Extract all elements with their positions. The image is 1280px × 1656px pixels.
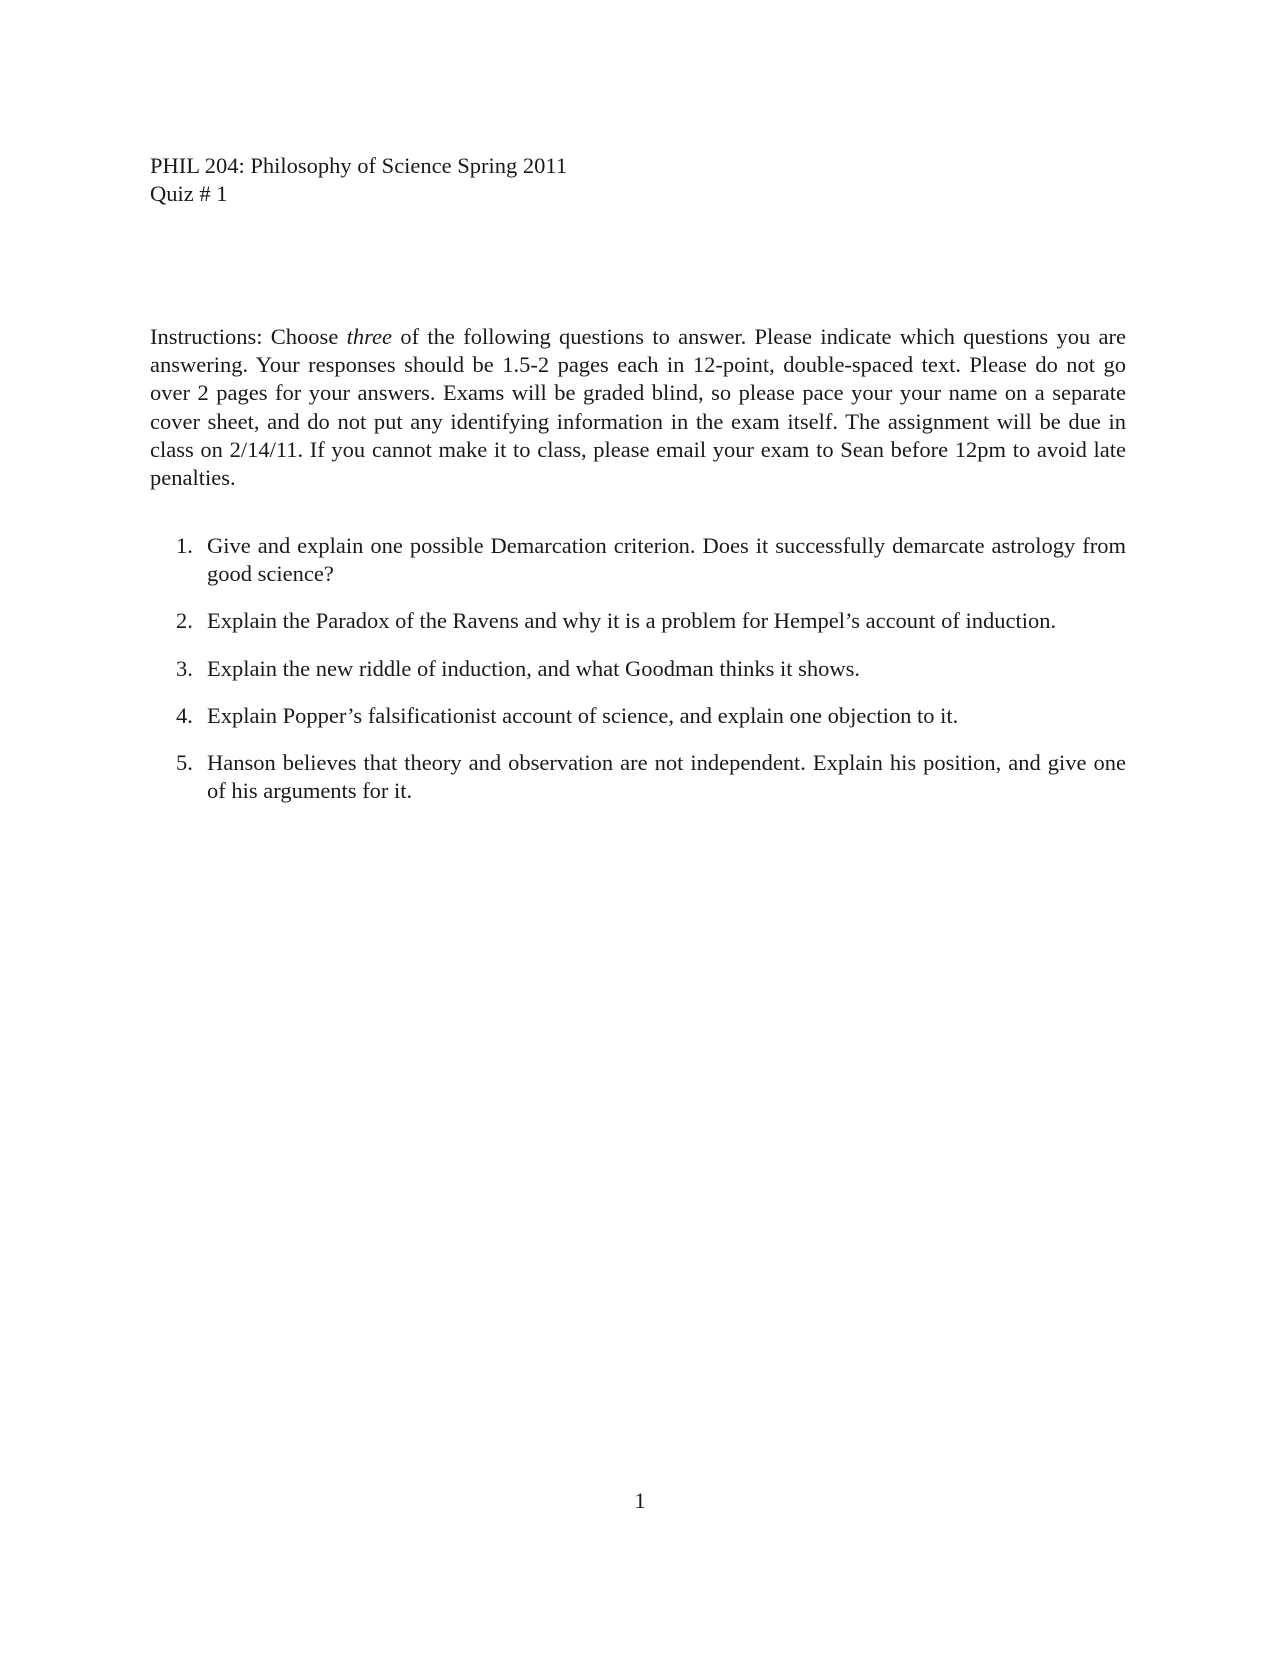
question-list — [150, 532, 1126, 824]
course-title: PHIL 204: Philosophy of Science Spring 2011 — [150, 153, 568, 178]
question-item — [150, 702, 1126, 730]
question-item — [150, 749, 1126, 805]
instructions-body: of the following questions to answer. Please indicate which questions you are answering. Your responses should be 1.5-2 pages each in 12-point, double-spaced text. Please do not go over 2 pages for your answers. Exams will be graded blind, so please pace your your name on a separate cover sheet, and do not put any identifying information in the exam itself. The assignment will be due in class on 2/14/11. If you cannot make it to class, please email your exam to Sean before 12pm to avoid late penalties. — [150, 324, 1126, 491]
question-number: 2. — [176, 608, 193, 634]
instructions-emphasis: three — [346, 324, 393, 349]
question-number: 1. — [176, 533, 193, 558]
question-text: Give and explain one possible Demarcation criterion. Does it successfully demarcate astrology from good science? — [207, 533, 1126, 587]
instructions-paragraph — [150, 323, 1126, 492]
document-header — [150, 152, 1130, 208]
question-item — [150, 655, 1126, 683]
instructions-lead: Instructions: Choose — [150, 324, 347, 349]
quiz-title: Quiz # 1 — [150, 181, 228, 207]
question-number: 3. — [176, 655, 193, 681]
question-text: Hanson believes that theory and observation are not independent. Explain his position, and give one of his arguments for it. — [207, 750, 1126, 804]
question-text: Explain Popper’s falsificationist account of science, and explain one objection to it. — [207, 702, 959, 728]
question-text: Explain the Paradox of the Ravens and why it is a problem for Hempel’s account of induction. — [207, 608, 1057, 634]
question-item — [150, 607, 1126, 635]
question-text: Explain the new riddle of induction, and what Goodman thinks it shows. — [207, 655, 861, 681]
question-number: 4. — [176, 702, 193, 728]
page-number: 1 — [634, 1488, 646, 1513]
question-number: 5. — [176, 750, 193, 776]
question-item — [150, 532, 1126, 588]
